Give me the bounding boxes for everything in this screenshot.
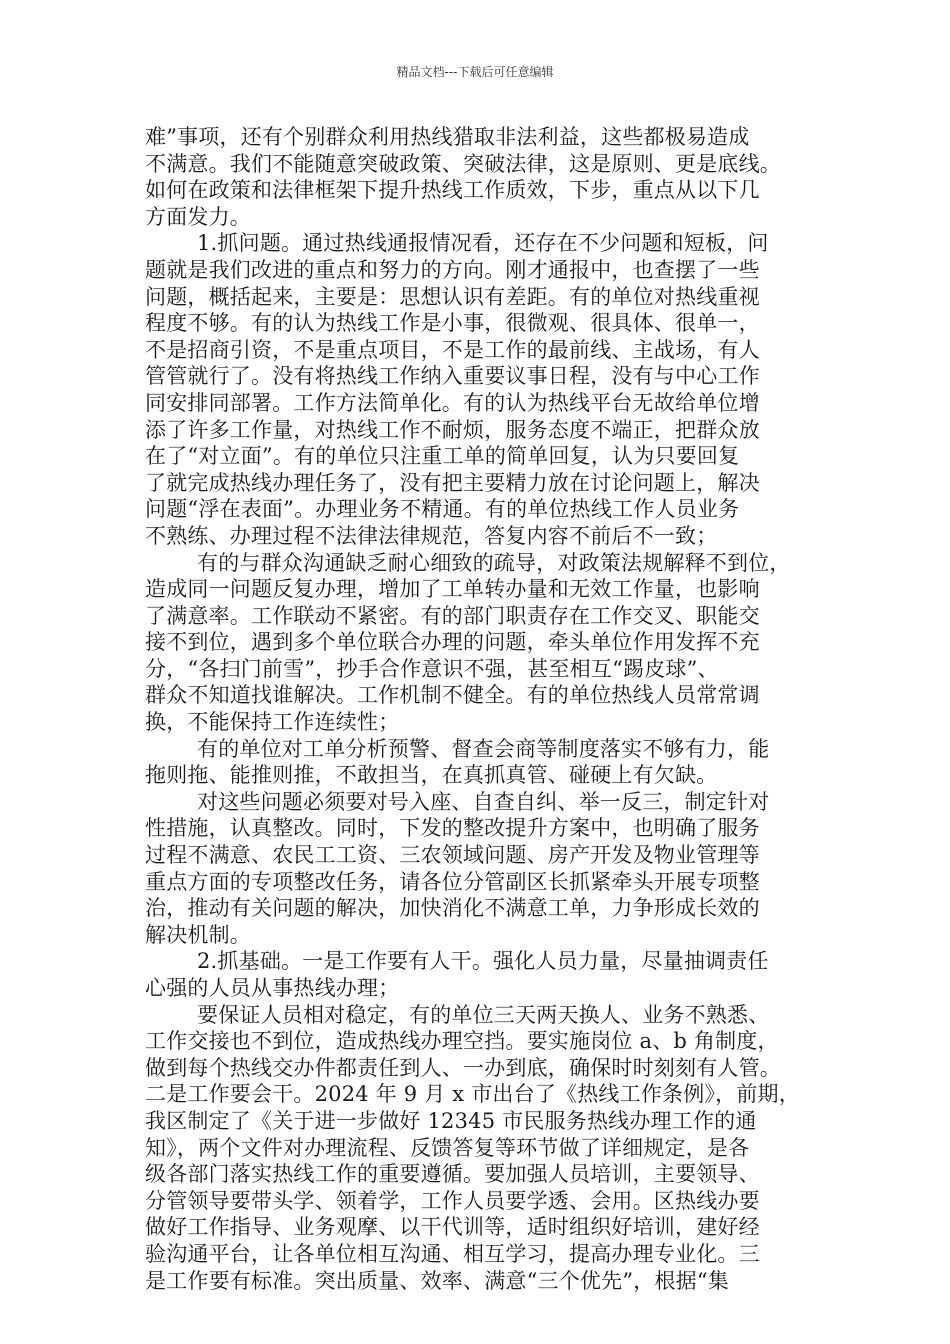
text-line: 验沟通平台，让各单位相互沟通、相互学习，提高办理专业化。三 [145,1241,760,1266]
text-line: 做到每个热线交办件都责任到人、一办到底，确保时时刻刻有人管。 [145,1055,781,1080]
text-line: 1.抓问题。通过热线通报情况看，还存在不少问题和短板，问 [197,231,769,256]
text-line: 群众不知道找谁解决。工作机制不健全。有的单位热线人员常常调 [145,683,760,708]
text-line: 重点方面的专项整改任务，请各位分管副区长抓紧牵头开展专项整 [145,869,760,894]
text-line: 要保证人员相对稳定，有的单位三天两天换人、业务不熟悉、 [197,1002,770,1027]
text-line: 在了“对立面”。有的单位只注重工单的简单回复，认为只要回复 [145,444,740,469]
page-header: 精品文档---下载后可任意编辑 [396,65,554,79]
text-line: 二是工作要会干。2024 年 9 月 x 市出台了《热线工作条例》，前期， [145,1082,800,1107]
text-line: 方面发力。 [145,204,251,229]
text-line: 有的单位对工单分析预警、督查会商等制度落实不够有力，能 [197,736,770,761]
text-line: 不是招商引资，不是重点项目，不是工作的最前线、主战场，有人 [145,337,760,362]
text-line: 了就完成热线办理任务了，没有把主要精力放在讨论问题上，解决 [145,470,760,495]
text-line: 过程不满意、农民工工资、三农领域问题、房产开发及物业管理等 [145,843,760,868]
text-line: 是工作要有标准。突出质量、效率、满意“三个优先”，根据“集 [145,1268,730,1293]
text-line: 对这些问题必须要对号入座、自查自纠、举一反三，制定针对 [197,789,770,814]
text-line: 了满意率。工作联动不紧密。有的部门职责存在工作交叉、职能交 [145,603,760,628]
text-line: 治，推动有关问题的解决，加快消化不满意工单，力争形成长效的 [145,896,760,921]
text-line: 换，不能保持工作连续性； [145,710,400,735]
text-line: 分，“各扫门前雪”，抄手合作意识不强，甚至相互“踢皮球”、 [145,656,719,681]
text-line: 有的与群众沟通缺乏耐心细致的疏导，对政策法规解释不到位， [197,550,791,575]
text-line: 拖则拖、能推则推，不敢担当，在真抓真管、碰硬上有欠缺。 [145,763,718,788]
text-line: 不满意。我们不能随意突破政策、突破法律，这是原则、更是底线。 [145,151,781,176]
document-body [145,124,809,1294]
text-line: 性措施，认真整改。同时，下发的整改提升方案中，也明确了服务 [145,816,760,841]
text-line: 2.抓基础。一是工作要有人干。强化人员力量，尽量抽调责任 [197,949,769,974]
text-line: 级各部门落实热线工作的重要遵循。要加强人员培训，主要领导、 [145,1162,760,1187]
text-line: 我区制定了《关于进一步做好 12345 市民服务热线办理工作的通 [145,1108,757,1133]
text-line: 接不到位，遇到多个单位联合办理的问题，牵头单位作用发挥不充 [145,630,760,655]
text-line: 知》，两个文件对办理流程、反馈答复等环节做了详细规定，是各 [145,1135,750,1160]
text-line: 难”事项，还有个别群众利用热线猎取非法利益，这些都极易造成 [145,125,750,149]
text-line: 做好工作指导、业务观摩、以干代训等，适时组织好培训，建好经 [145,1215,760,1240]
text-line: 造成同一问题反复办理，增加了工单转办量和无效工作量，也影响 [145,577,760,602]
text-line: 心强的人员从事热线办理； [145,976,400,1000]
text-line: 题就是我们改进的重点和努力的方向。刚才通报中，也查摆了一些 [145,257,760,282]
text-line: 解决机制。 [145,922,251,947]
text-line: 分管领导要带头学、领着学，工作人员要学透、会用。区热线办要 [145,1188,760,1213]
text-line: 添了许多工作量，对热线工作不耐烦，服务态度不端正，把群众放 [145,417,760,442]
text-line: 程度不够。有的认为热线工作是小事，很微观、很具体、很单一， [145,311,760,336]
text-line: 不熟练、办理过程不法律法律规范，答复内容不前后不一致； [145,523,718,548]
text-line: 管管就行了。没有将热线工作纳入重要议事日程，没有与中心工作 [145,364,760,389]
text-line: 同安排同部署。工作方法简单化。有的认为热线平台无故给单位增 [145,390,760,415]
text-line: 如何在政策和法律框架下提升热线工作质效，下步，重点从以下几 [145,178,760,203]
text-line: 工作交接也不到位，造成热线办理空挡。要实施岗位 a、b 角制度， [145,1029,779,1054]
text-line: 问题“浮在表面”。办理业务不精通。有的单位热线工作人员业务 [145,497,740,522]
text-line: 问题，概括起来，主要是：思想认识有差距。有的单位对热线重视 [145,284,760,309]
